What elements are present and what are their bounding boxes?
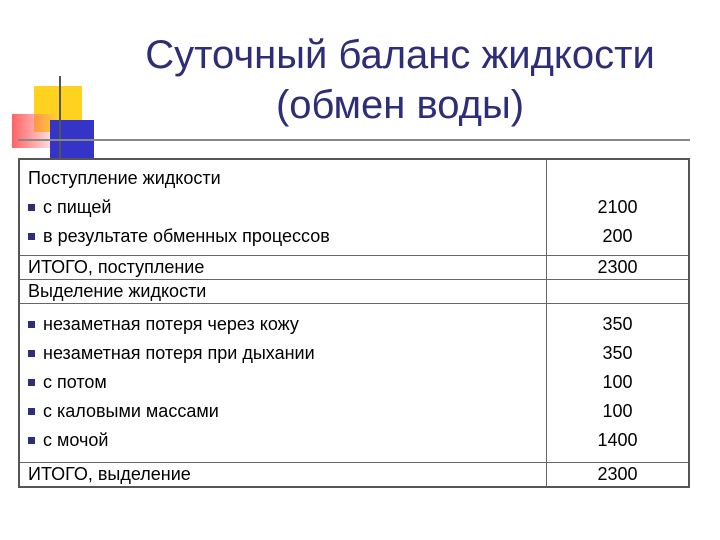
output-item-label: с каловыми массами	[43, 401, 219, 422]
intake-cell	[19, 159, 547, 255]
output-item-value: 350	[602, 314, 633, 335]
intake-total-value: 2300	[547, 255, 690, 279]
table-row-output	[19, 303, 689, 462]
output-item-label: с мочой	[43, 430, 109, 451]
empty-cell	[547, 279, 690, 303]
output-item-value: 100	[602, 372, 633, 393]
intake-total-label: ИТОГО, поступление	[19, 255, 547, 279]
intake-item-value: 200	[602, 225, 633, 246]
list-item	[28, 193, 538, 222]
output-header: Выделение жидкости	[19, 279, 547, 303]
intake-item-label: с пищей	[43, 196, 112, 217]
intake-values-cell	[547, 159, 690, 255]
list-item	[28, 310, 538, 339]
bullet-icon	[28, 379, 35, 386]
table-row-intake	[19, 159, 689, 255]
title-line-2: (обмен воды)	[275, 83, 525, 127]
bullet-icon	[28, 233, 35, 240]
output-total-value: 2300	[547, 462, 690, 487]
bullet-icon	[28, 408, 35, 415]
bullet-icon	[28, 437, 35, 444]
intake-header: Поступление жидкости	[28, 167, 221, 188]
output-item-label: незаметная потеря при дыхании	[43, 343, 315, 364]
bullet-icon	[28, 350, 35, 357]
table-row-intake-total	[19, 255, 689, 279]
intake-item-value: 2100	[597, 196, 638, 217]
list-item	[28, 426, 538, 455]
slide-title	[100, 30, 700, 130]
output-cell	[19, 303, 547, 462]
list-item	[28, 397, 538, 426]
decor-vertical-line	[59, 76, 61, 158]
output-item-value: 100	[602, 401, 633, 422]
output-item-label: незаметная потеря через кожу	[43, 314, 299, 335]
output-values-cell	[547, 303, 690, 462]
output-total-label: ИТОГО, выделение	[19, 462, 547, 487]
intake-item-label: в результате обменных процессов	[43, 225, 330, 246]
bullet-icon	[28, 204, 35, 211]
list-item	[28, 339, 538, 368]
table-row-output-header	[19, 279, 689, 303]
fluid-balance-table	[18, 158, 690, 488]
list-item	[28, 222, 538, 251]
output-item-value: 1400	[597, 430, 638, 451]
output-item-label: с потом	[43, 372, 107, 393]
output-item-value: 350	[602, 343, 633, 364]
table-row-output-total	[19, 462, 689, 487]
title-line-1: Суточный баланс жидкости	[145, 33, 655, 77]
list-item	[28, 368, 538, 397]
bullet-icon	[28, 321, 35, 328]
title-divider	[18, 139, 690, 141]
